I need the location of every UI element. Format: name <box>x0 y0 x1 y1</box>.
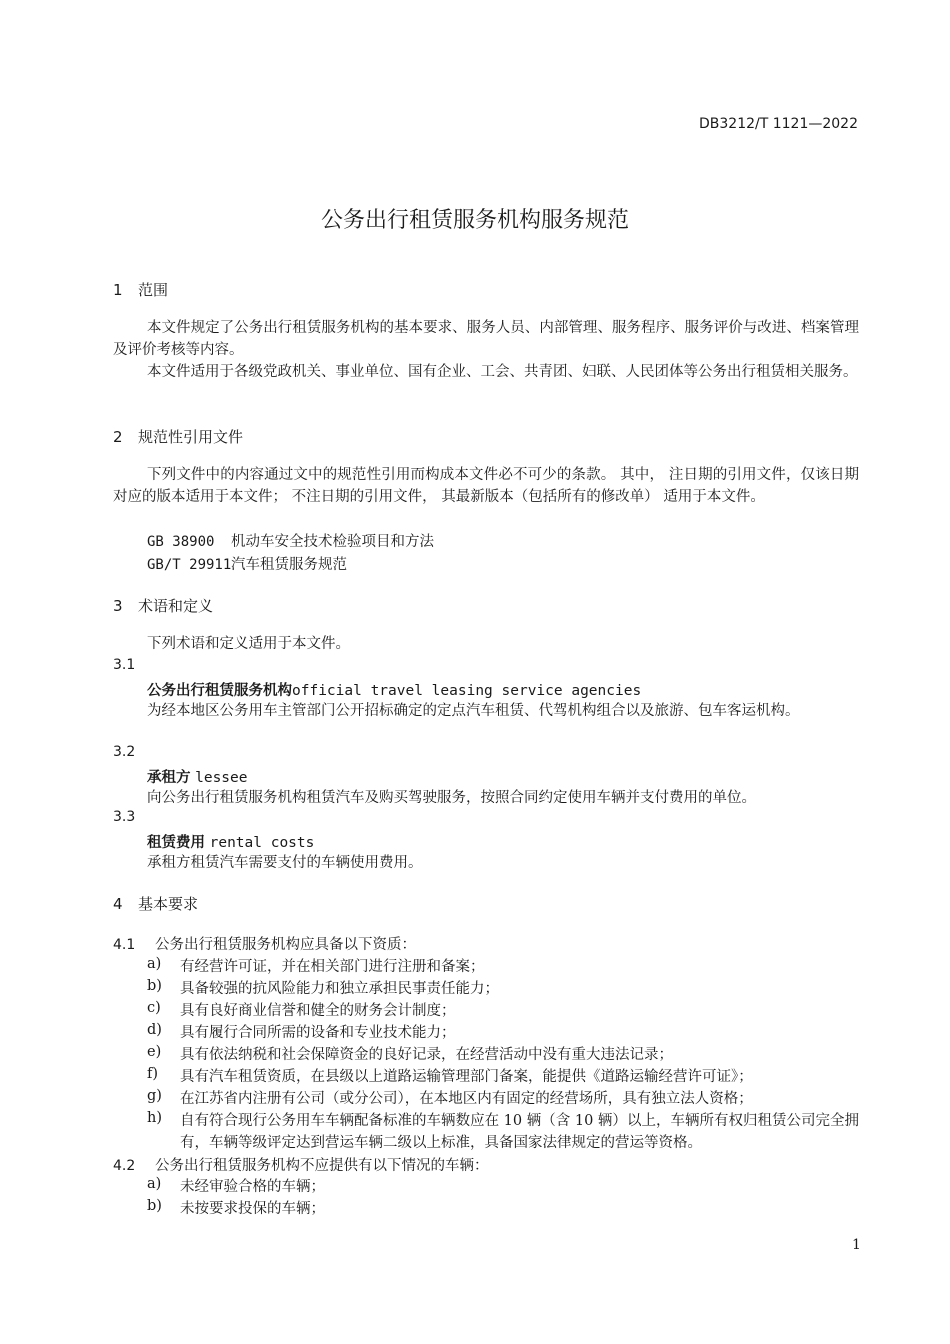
section-3-heading <box>113 595 213 616</box>
section-2-para: 下列文件中的内容通过文中的规范性引用而构成本文件必不可少的条款。 其中， 注日期的引用文件，仅该日期对应的版本适用于本文件； 不注日期的引用文件， 其最新版本（包括所有的修改单） 适用于本文件。 <box>113 467 859 505</box>
section-number: 3 <box>113 597 123 615</box>
clause-text: 公务出行租赁服务机构应具备以下资质： <box>155 937 416 953</box>
item-label: b) <box>147 1198 162 1214</box>
item-label: h) <box>147 1110 162 1126</box>
term-number: 3.3 <box>113 809 136 825</box>
term-zh: 公务出行租赁服务机构 <box>147 683 292 699</box>
item-label: d) <box>147 1022 162 1038</box>
item-text: 具有汽车租赁资质，在县级以上道路运输管理部门备案，能提供《道路运输经营许可证》； <box>180 1069 753 1085</box>
list-item <box>147 956 859 978</box>
term-en: rental costs <box>209 835 315 851</box>
list-item <box>147 1176 859 1198</box>
item-text: 未按要求投保的车辆； <box>180 1201 325 1217</box>
item-label: a) <box>147 956 162 972</box>
list-item <box>147 1000 859 1022</box>
item-label: b) <box>147 978 162 994</box>
section-4-heading <box>113 893 198 914</box>
term-number: 3.2 <box>113 744 136 760</box>
document-title: 公务出行租赁服务机构服务规范 <box>320 208 629 233</box>
term-entry <box>147 766 248 787</box>
term-entry <box>147 679 641 700</box>
clause-number: 4.2 <box>113 1158 136 1174</box>
term-definition: 承租方租赁汽车需要支付的车辆使用费用。 <box>147 855 423 871</box>
clause-4-1 <box>113 933 416 954</box>
list-item <box>147 1044 859 1066</box>
item-label: a) <box>147 1176 162 1192</box>
reference-item <box>147 553 347 574</box>
item-text: 未经审验合格的车辆； <box>180 1179 325 1195</box>
clause-number: 4.1 <box>113 937 136 953</box>
list-item <box>147 978 859 1000</box>
list-item <box>147 1022 859 1044</box>
section-title: 范围 <box>138 281 169 299</box>
section-number: 2 <box>113 428 123 446</box>
reference-title: 汽车租赁服务规范 <box>231 557 347 573</box>
section-1-para-2: 本文件适用于各级党政机关、事业单位、国有企业、工会、共青团、妇联、人民团体等公务出行租赁相关服务。 <box>147 364 858 380</box>
section-number: 1 <box>113 281 123 299</box>
reference-code: GB/T 29911 <box>147 557 232 573</box>
term-zh: 承租方 <box>147 770 191 786</box>
item-text: 具备较强的抗风险能力和独立承担民事责任能力； <box>180 981 499 997</box>
section-3-intro: 下列术语和定义适用于本文件。 <box>147 636 350 652</box>
section-title: 规范性引用文件 <box>138 428 244 446</box>
reference-title: 机动车安全技术检验项目和方法 <box>231 534 434 550</box>
term-definition: 向公务出行租赁服务机构租赁汽车及购买驾驶服务，按照合同约定使用车辆并支付费用的单位。 <box>147 790 756 806</box>
section-1-heading <box>113 279 168 300</box>
term-definition: 为经本地区公务用车主管部门公开招标确定的定点汽车租赁、代驾机构组合以及旅游、包车客运机构。 <box>147 703 800 719</box>
list-item <box>147 1110 859 1154</box>
item-label: f) <box>147 1066 159 1082</box>
clause-4-2 <box>113 1154 489 1175</box>
section-title: 术语和定义 <box>138 597 214 615</box>
item-label: e) <box>147 1044 162 1060</box>
list-item <box>147 1088 859 1110</box>
section-number: 4 <box>113 895 123 913</box>
section-1-para-1: 本文件规定了公务出行租赁服务机构的基本要求、服务人员、内部管理、服务程序、服务评价与改进、档案管理及评价考核等内容。 <box>113 320 859 358</box>
item-text: 具有依法纳税和社会保障资金的良好记录，在经营活动中没有重大违法记录； <box>180 1047 673 1063</box>
item-label: g) <box>147 1088 162 1104</box>
term-zh: 租赁费用 <box>147 835 205 851</box>
reference-item <box>147 530 434 551</box>
reference-code: GB 38900 <box>147 534 215 550</box>
document-code: DB3212/T 1121—2022 <box>699 116 858 132</box>
clause-text: 公务出行租赁服务机构不应提供有以下情况的车辆： <box>155 1158 489 1174</box>
item-text: 具有履行合同所需的设备和专业技术能力； <box>180 1025 456 1041</box>
section-2-heading <box>113 426 243 447</box>
item-text: 具有良好商业信誉和健全的财务会计制度； <box>180 1003 456 1019</box>
item-label: c) <box>147 1000 161 1016</box>
term-en: official travel leasing service agencies <box>292 683 642 699</box>
list-item <box>147 1198 859 1220</box>
item-text: 在江苏省内注册有公司（或分公司），在本地区内有固定的经营场所，具有独立法人资格； <box>180 1091 753 1107</box>
item-text: 有经营许可证，并在相关部门进行注册和备案； <box>180 959 485 975</box>
term-entry <box>147 831 314 852</box>
list-item <box>147 1066 859 1088</box>
page-number: 1 <box>852 1237 861 1253</box>
section-title: 基本要求 <box>138 895 199 913</box>
term-number: 3.1 <box>113 657 136 673</box>
term-en: lessee <box>195 770 248 786</box>
item-text: 自有符合现行公务用车车辆配备标准的车辆数应在 10 辆（含 10 辆）以上，车辆所有权归租赁公司完全拥有，车辆等级评定达到营运车辆二级以上标准，具备国家法律规定的营运等资格。 <box>180 1113 859 1151</box>
